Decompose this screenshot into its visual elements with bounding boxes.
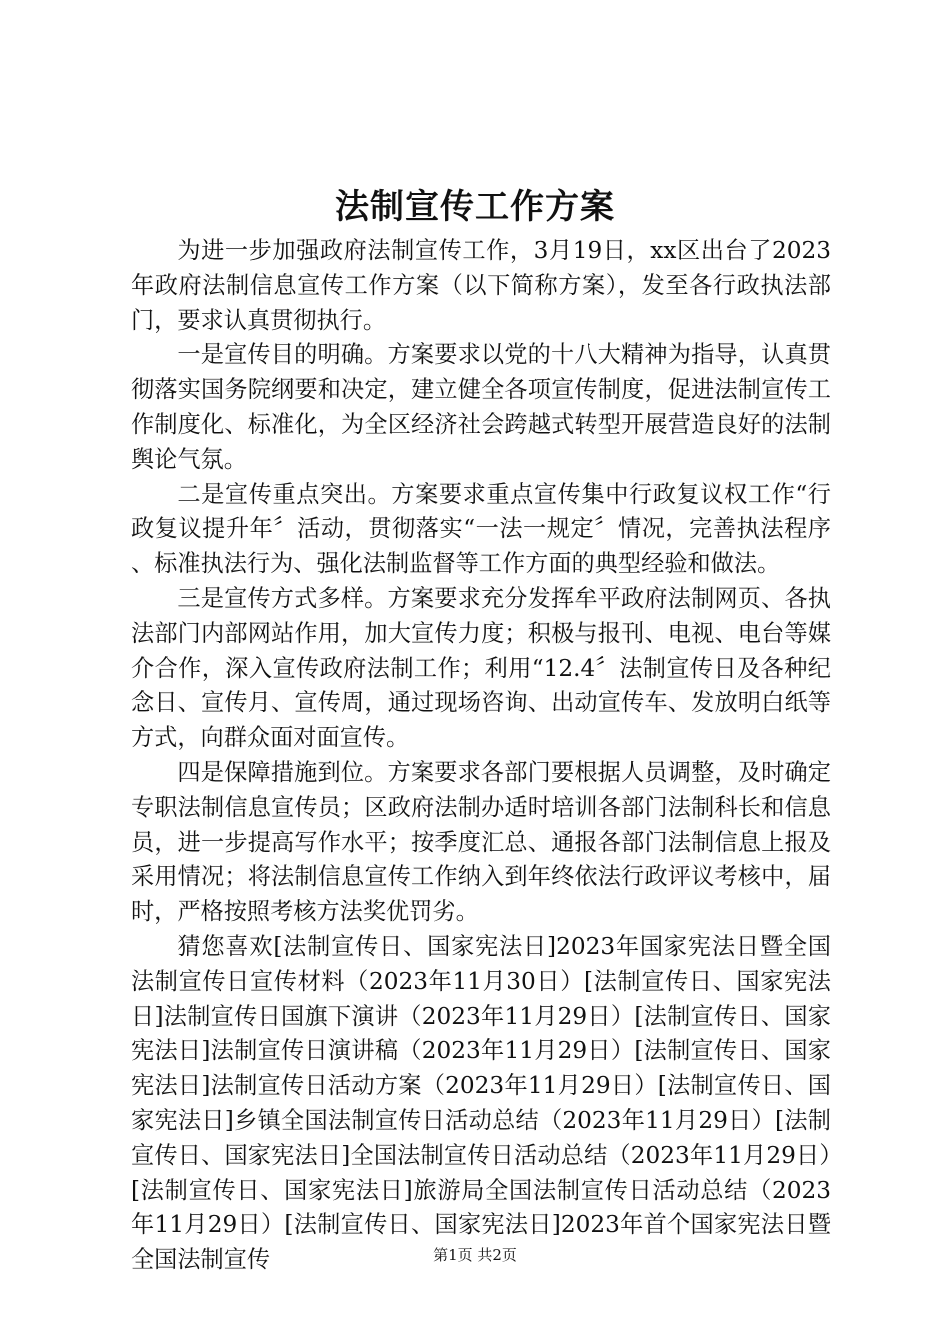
paragraph-related-links: 猜您喜欢[法制宣传日、国家宪法日]2023年国家宪法日暨全国法制宣传日宣传材料（2023年11月30日）[法制宣传日、国家宪法日]法制宣传日国旗下演讲（2023年11月29日）[法制宣传日、国家宪法日]法制宣传日演讲稿（2023年11月29日）[法制宣传日、国家宪法日]法制宣传日活动方案（2023年11月29日）[法制宣传日、国家宪法日]乡镇全国法制宣传日活动总结（2023年11月29日）[法制宣传日、国家宪法日]全国法制宣传日活动总结（2023年11月29日）[法制宣传日、国家宪法日]旅游局全国法制宣传日活动总结（2023年11月29日）[法制宣传日、国家宪法日]2023年首个国家宪法日暨全国法制宣传 (131, 932, 831, 1274)
paragraph-guarantee: 四是保障措施到位。方案要求各部门要根据人员调整，及时确定专职法制信息宣传员；区政府法制办适时培训各部门法制科长和信息员，进一步提高写作水平；按季度汇总、通报各部门法制信息上报及采用情况；将法制信息宣传工作纳入到年终依法行政评议考核中，届时，严格按照考核方法奖优罚劣。 (131, 758, 831, 926)
document-body (131, 234, 831, 1278)
paragraph-methods: 三是宣传方式多样。方案要求充分发挥牟平政府法制网页、各执法部门内部网站作用，加大宣传力度；积极与报刊、电视、电台等媒介合作，深入宣传政府法制工作；利用“12.4〞法制宣传日及各种纪念日、宣传月、宣传周，通过现场咨询、出动宣传车、发放明白纸等方式，向群众面对面宣传。 (131, 584, 831, 752)
paragraph-intro: 为进一步加强政府法制宣传工作，3月19日，xx区出台了2023年政府法制信息宣传工作方案（以下简称方案），发至各行政执法部门，要求认真贯彻执行。 (131, 237, 831, 334)
page-footer: 第1页 共2页 (433, 1246, 517, 1264)
document-title: 法制宣传工作方案 (335, 187, 615, 227)
paragraph-focus: 二是宣传重点突出。方案要求重点宣传集中行政复议权工作“行政复议提升年〞活动，贯彻落实“一法一规定〞情况，完善执法程序、标准执法行为、强化法制监督等工作方面的典型经验和做法。 (131, 480, 831, 578)
paragraph-purpose: 一是宣传目的明确。方案要求以党的十八大精神为指导，认真贯彻落实国务院纲要和决定，建立健全各项宣传制度，促进法制宣传工作制度化、标准化，为全区经济社会跨越式转型开展营造良好的法制舆论气氛。 (131, 341, 831, 473)
